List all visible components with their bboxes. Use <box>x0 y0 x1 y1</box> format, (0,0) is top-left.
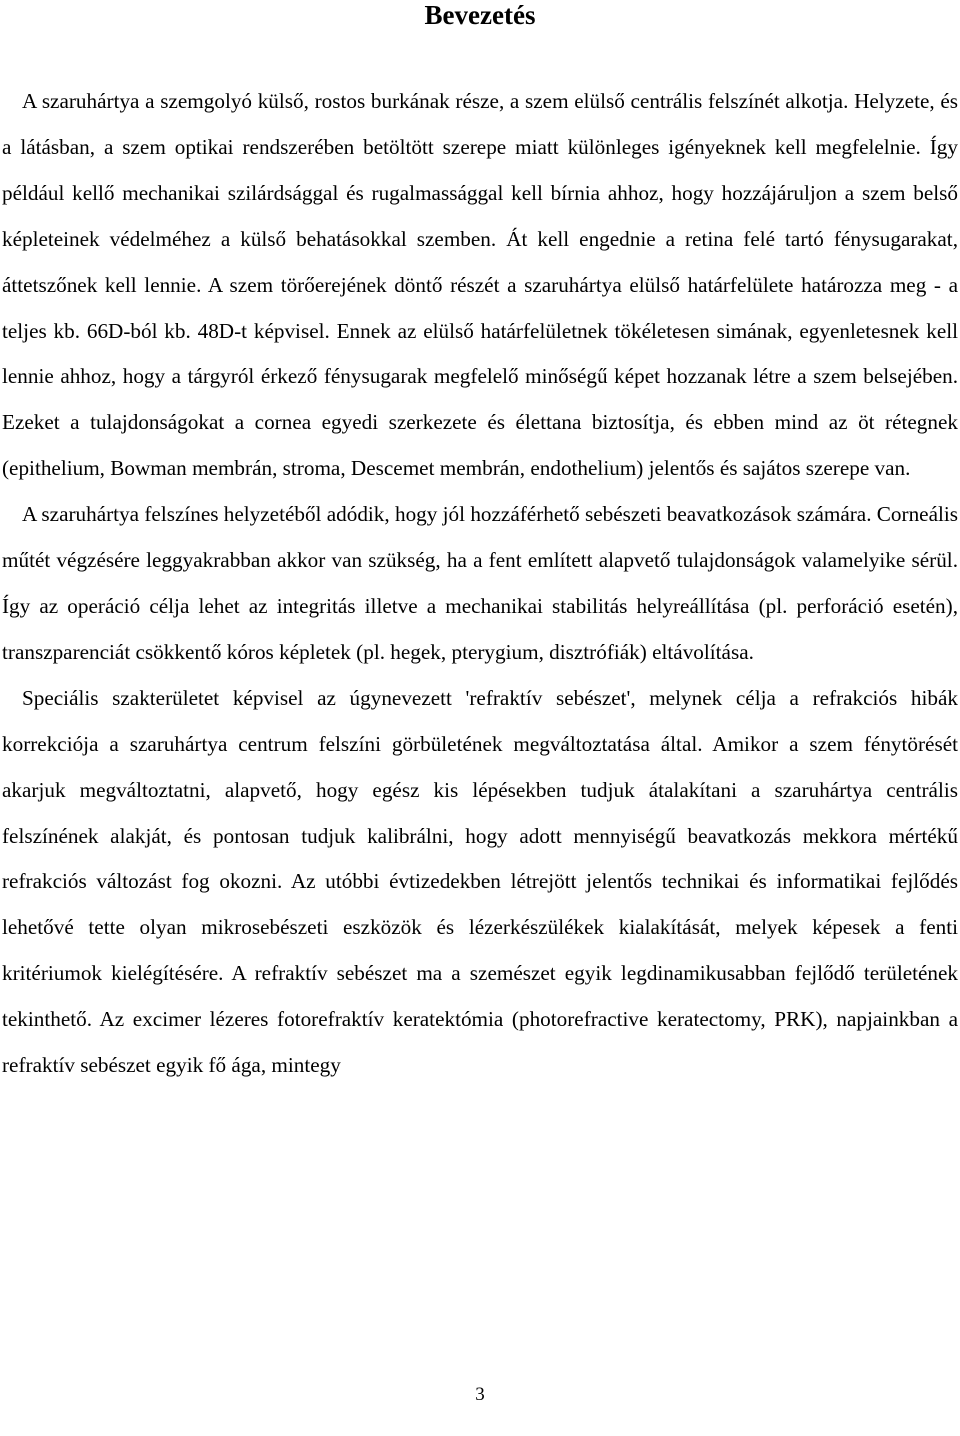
body-text <box>2 79 958 1089</box>
paragraph-refractive-surgery: Speciális szakterületet képvisel az úgynevezett 'refraktív sebészet', melynek célja a refrakciós hibák korrekciója a szaruhártya centrum felszíni görbületének megváltoztatása által. Amikor a szem fénytörését akarjuk megváltoztatni, alapvető, hogy egész kis lépésekben tudjuk átalakítani a szaruhártya centrális felszínének alakját, és pontosan tudjuk kalibrálni, hogy adott mennyiségű beavatkozás mekkora mértékű refrakciós változást fog okozni. Az utóbbi évtizedekben létrejött jelentős technikai és informatikai fejlődés lehetővé tette olyan mikrosebészeti eszközök és lézerkészülékek kialakítását, melyek képesek a fenti kritériumok kielégítésére. A refraktív sebészet ma a szemészet egyik legdinamikusabban fejlődő területének tekinthető. Az excimer lézeres fotorefraktív keratektómia (photorefractive keratectomy, PRK), napjainkban a refraktív sebészet egyik fő ága, mintegy <box>2 685 958 1078</box>
paragraph-surgical-access: A szaruhártya felszínes helyzetéből adódik, hogy jól hozzáférhető sebészeti beavatkozások számára. Corneális műtét végzésére leggyakrabban akkor van szükség, ha a fent említett alapvető tulajdonságok valamelyike sérül. Így az operáció célja lehet az integritás illetve a mechanikai stabilitás helyreállítása (pl. perforáció esetén), transzparenciát csökkentő kóros képletek (pl. hegek, pterygium, disztrófiák) eltávolítása. <box>2 502 958 664</box>
page-title: Bevezetés <box>424 0 536 30</box>
paragraph-intro: A szaruhártya a szemgolyó külső, rostos burkának része, a szem elülső centrális felszínét alkotja. Helyzete, és a látásban, a szem optikai rendszerében betöltött szerepe miatt különleges igényeknek kell megfelelnie. Így például kellő mechanikai szilárdsággal és rugalmassággal kell bírnia ahhoz, hogy hozzájáruljon a szem belső képleteinek védelméhez a külső behatásokkal szemben. Át kell engednie a retina felé tartó fénysugarakat, áttetszőnek kell lennie. A szem törőerejének döntő részét a szaruhártya elülső határfelülete határozza meg - a teljes kb. 66D-ból kb. 48D-t képvisel. Ennek az elülső határfelületnek tökéletesen simának, egyenletesnek kell lennie ahhoz, hogy a tárgyról érkező fénysugarak megfelelő minőségű képet hozzanak létre a szem belsejében. Ezeket a tulajdonságokat a cornea egyedi szerkezete és élettana biztosítja, és ebben mind az öt rétegnek (epithelium, Bowman membrán, stroma, Descemet membrán, endothelium) jelentős és sajátos szerepe van. <box>2 89 958 481</box>
page-number: 3 <box>475 1384 485 1405</box>
